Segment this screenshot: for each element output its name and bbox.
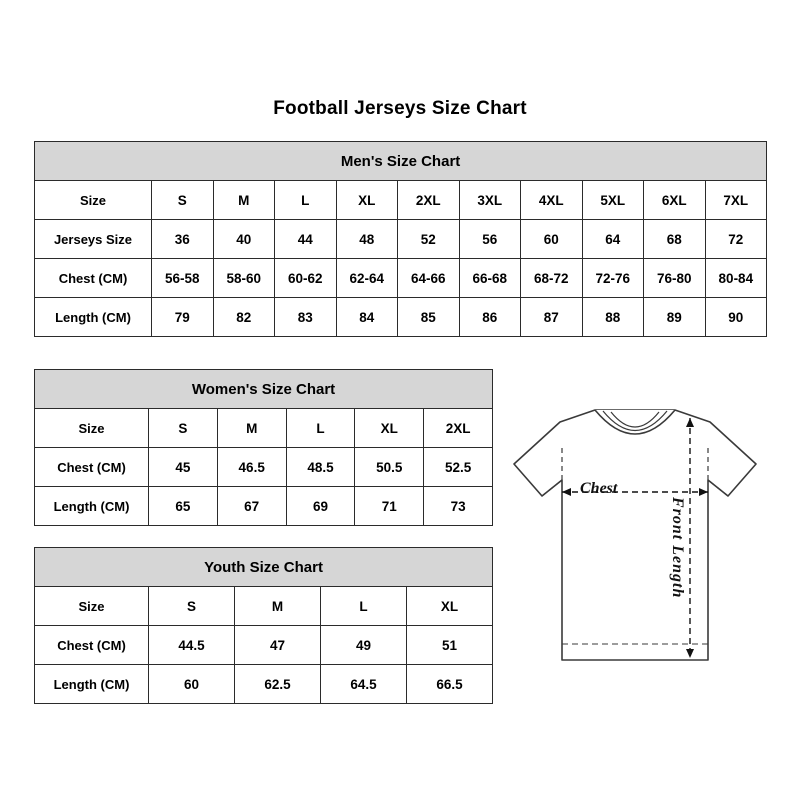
row-label: Chest (CM) (35, 626, 149, 665)
row-label: Length (CM) (35, 665, 149, 704)
table-head-row (35, 142, 767, 181)
column-header-size: Size (35, 409, 149, 448)
table-cell: 82 (213, 298, 275, 337)
table-row (35, 587, 493, 626)
mens-size-table (34, 141, 767, 337)
table-cell: 72-76 (582, 259, 644, 298)
table-cell: 69 (286, 487, 355, 526)
table-cell: 72 (705, 220, 767, 259)
column-header: 2XL (424, 409, 493, 448)
table-row (35, 626, 493, 665)
row-label: Length (CM) (35, 487, 149, 526)
table-cell: 64-66 (398, 259, 460, 298)
womens-size-table (34, 369, 493, 526)
youth-size-table (34, 547, 493, 704)
table-cell: 84 (336, 298, 398, 337)
table-cell: 36 (152, 220, 214, 259)
row-label: Chest (CM) (35, 448, 149, 487)
table-cell: 47 (235, 626, 321, 665)
table-row (35, 409, 493, 448)
column-header: L (275, 181, 337, 220)
table-cell: 88 (582, 298, 644, 337)
row-label: Length (CM) (35, 298, 152, 337)
table-cell: 50.5 (355, 448, 424, 487)
table-cell: 62-64 (336, 259, 398, 298)
table-row (35, 259, 767, 298)
table-row (35, 220, 767, 259)
youth-table-heading: Youth Size Chart (35, 548, 493, 587)
table-cell: 65 (149, 487, 218, 526)
column-header: S (152, 181, 214, 220)
table-cell: 66.5 (407, 665, 493, 704)
mens-table-heading: Men's Size Chart (35, 142, 767, 181)
table-cell: 56-58 (152, 259, 214, 298)
table-cell: 86 (459, 298, 521, 337)
column-header: M (213, 181, 275, 220)
table-cell: 67 (217, 487, 286, 526)
table-row (35, 487, 493, 526)
table-cell: 80-84 (705, 259, 767, 298)
table-cell: 83 (275, 298, 337, 337)
table-head-row (35, 548, 493, 587)
table-cell: 60-62 (275, 259, 337, 298)
table-row (35, 181, 767, 220)
column-header: 2XL (398, 181, 460, 220)
column-header: XL (336, 181, 398, 220)
table-cell: 64.5 (321, 665, 407, 704)
table-cell: 45 (149, 448, 218, 487)
column-header: XL (407, 587, 493, 626)
jersey-outline-icon (500, 392, 785, 692)
table-cell: 40 (213, 220, 275, 259)
column-header-size: Size (35, 587, 149, 626)
womens-table-heading: Women's Size Chart (35, 370, 493, 409)
table-cell: 76-80 (644, 259, 706, 298)
column-header: 6XL (644, 181, 706, 220)
table-cell: 46.5 (217, 448, 286, 487)
page-title: Football Jerseys Size Chart (273, 98, 527, 119)
row-label: Jerseys Size (35, 220, 152, 259)
column-header: M (217, 409, 286, 448)
row-label: Chest (CM) (35, 259, 152, 298)
front-length-measure-label: Front Length (669, 497, 686, 599)
table-head-row (35, 370, 493, 409)
table-cell: 49 (321, 626, 407, 665)
table-row (35, 665, 493, 704)
table-cell: 87 (521, 298, 583, 337)
column-header-size: Size (35, 181, 152, 220)
table-cell: 51 (407, 626, 493, 665)
table-cell: 48 (336, 220, 398, 259)
column-header: S (149, 409, 218, 448)
column-header: XL (355, 409, 424, 448)
table-cell: 44.5 (149, 626, 235, 665)
table-cell: 52.5 (424, 448, 493, 487)
table-cell: 73 (424, 487, 493, 526)
table-cell: 56 (459, 220, 521, 259)
table-cell: 60 (149, 665, 235, 704)
column-header: 5XL (582, 181, 644, 220)
table-cell: 90 (705, 298, 767, 337)
table-cell: 79 (152, 298, 214, 337)
column-header: L (286, 409, 355, 448)
table-cell: 71 (355, 487, 424, 526)
table-cell: 52 (398, 220, 460, 259)
column-header: M (235, 587, 321, 626)
table-cell: 62.5 (235, 665, 321, 704)
table-cell: 66-68 (459, 259, 521, 298)
table-cell: 68-72 (521, 259, 583, 298)
table-row (35, 448, 493, 487)
table-cell: 89 (644, 298, 706, 337)
chest-measure-label: Chest (580, 480, 618, 497)
table-cell: 48.5 (286, 448, 355, 487)
column-header: 4XL (521, 181, 583, 220)
column-header: S (149, 587, 235, 626)
table-cell: 44 (275, 220, 337, 259)
table-cell: 85 (398, 298, 460, 337)
table-cell: 58-60 (213, 259, 275, 298)
table-cell: 60 (521, 220, 583, 259)
column-header: L (321, 587, 407, 626)
jersey-measurement-diagram (500, 392, 785, 692)
column-header: 3XL (459, 181, 521, 220)
table-cell: 64 (582, 220, 644, 259)
column-header: 7XL (705, 181, 767, 220)
table-cell: 68 (644, 220, 706, 259)
table-row (35, 298, 767, 337)
